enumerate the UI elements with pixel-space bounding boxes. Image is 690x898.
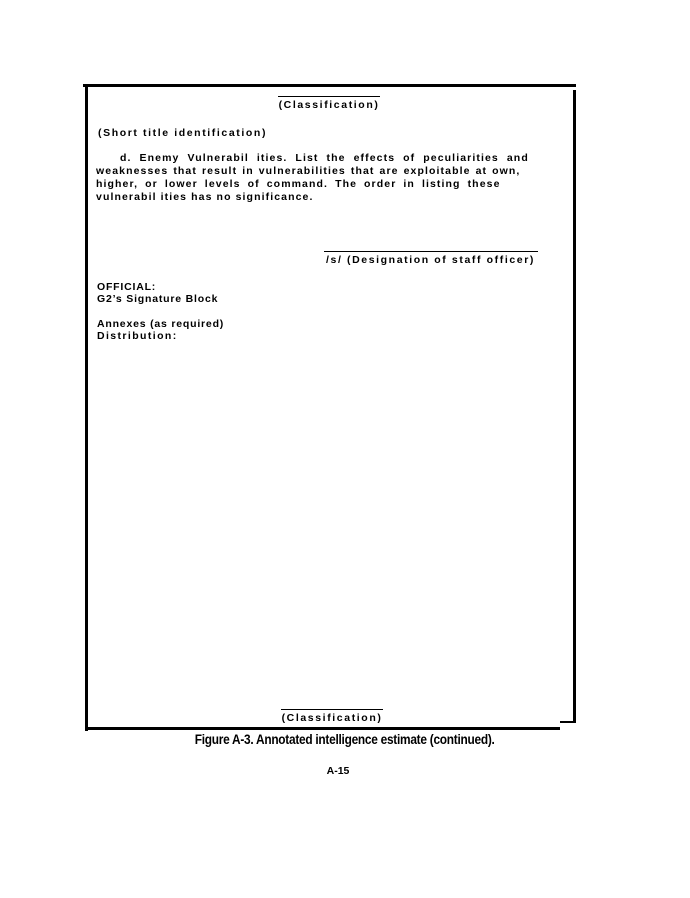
page-number: A-15 (326, 765, 350, 777)
frame-left-border (85, 86, 88, 731)
short-title-identification: (Short title identification) (98, 127, 268, 139)
classification-header: (Classification) (278, 96, 380, 112)
annexes-label: Annexes (as required) (97, 318, 225, 330)
g2-signature-block: G2’s Signature Block (97, 293, 219, 305)
frame-top-border (83, 84, 576, 87)
figure-caption: Figure A-3. Annotated intelligence estimate (continued). (194, 732, 495, 747)
frame-right-border (573, 90, 576, 722)
classification-footer: (Classification) (281, 709, 383, 725)
paragraph-line: higher, or lower levels of command. The order in listing these (96, 178, 501, 190)
frame-right-foot-border (560, 721, 576, 723)
distribution-label: Distribution: (97, 330, 178, 342)
official-label: OFFICIAL: (97, 281, 157, 293)
signature-line (324, 251, 538, 252)
enemy-vulnerabilities-paragraph (96, 152, 536, 204)
staff-officer-designation: /s/ (Designation of staff officer) (326, 254, 535, 266)
paragraph-line: vulnerabil ities has no significance. (96, 191, 314, 203)
paragraph-line: d. Enemy Vulnerabil ities. List the effects of peculiarities and (120, 152, 529, 164)
paragraph-line: weaknesses that result in vulnerabilities that are exploitable at own, (96, 165, 521, 177)
frame-bottom-border (86, 727, 560, 730)
